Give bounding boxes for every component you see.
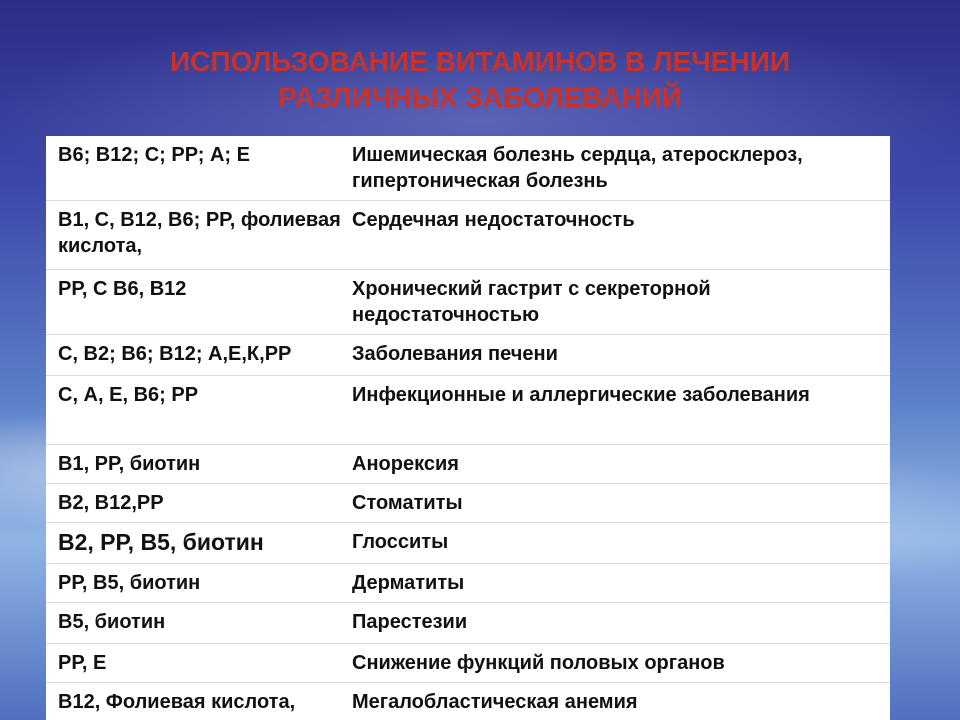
- vitamins-cell: В2, РР, В5, биотин: [58, 529, 264, 555]
- vitamins-cell: В6; В12; С; РР; А; Е: [58, 144, 250, 166]
- table-row: [46, 376, 890, 445]
- title-line-2: РАЗЛИЧНЫХ ЗАБОЛЕВАНИЙ: [278, 82, 682, 113]
- table-row: [46, 603, 890, 644]
- title-line-1: ИСПОЛЬЗОВАНИЕ ВИТАМИНОВ В ЛЕЧЕНИИ: [170, 46, 790, 77]
- disease-cell: Глосситы: [352, 531, 449, 553]
- disease-cell: Заболевания печени: [352, 343, 558, 365]
- vitamins-cell: РР, С В6, В12: [58, 278, 187, 300]
- table-row: [46, 523, 890, 564]
- vitamins-cell: В1, РР, биотин: [58, 453, 201, 475]
- slide-title: [0, 44, 960, 116]
- table-row: [46, 136, 890, 201]
- disease-cell: Анорексия: [352, 453, 459, 475]
- vitamins-cell: В12, Фолиевая кислота,: [58, 691, 296, 713]
- table-row: [46, 445, 890, 484]
- table-row: [46, 644, 890, 683]
- vitamins-cell: С, В2; В6; В12; А,Е,К,РР: [58, 343, 292, 365]
- disease-cell: Стоматиты: [352, 492, 463, 514]
- disease-cell: Дерматиты: [352, 572, 465, 594]
- disease-cell: Ишемическая болезнь сердца, атеросклероз, гипертоническая болезнь: [352, 144, 803, 192]
- disease-cell: Инфекционные и аллергические заболевания: [352, 384, 810, 406]
- vitamins-cell: В5, биотин: [58, 611, 166, 633]
- vitamins-cell: РР, В5, биотин: [58, 572, 201, 594]
- table-row: [46, 201, 890, 270]
- vitamins-cell: В1, С, В12, В6; РР, фолиевая кислота,: [58, 209, 341, 257]
- disease-cell: Хронический гастрит с секреторной недостаточностью: [352, 278, 711, 326]
- disease-cell: Сердечная недостаточность: [352, 209, 635, 231]
- disease-cell: Мегалобластическая анемия: [352, 691, 638, 713]
- table-row: [46, 484, 890, 523]
- vitamins-cell: РР, Е: [58, 652, 107, 674]
- vitamins-cell: С, А, Е, В6; РР: [58, 384, 199, 406]
- table-row: [46, 270, 890, 335]
- disease-cell: Снижение функций половых органов: [352, 652, 725, 674]
- table-row: [46, 564, 890, 603]
- disease-cell: Парестезии: [352, 611, 468, 633]
- table-row: [46, 335, 890, 376]
- vitamins-table: [46, 136, 890, 720]
- vitamins-cell: В2, В12,РР: [58, 492, 164, 514]
- table-row: [46, 683, 890, 720]
